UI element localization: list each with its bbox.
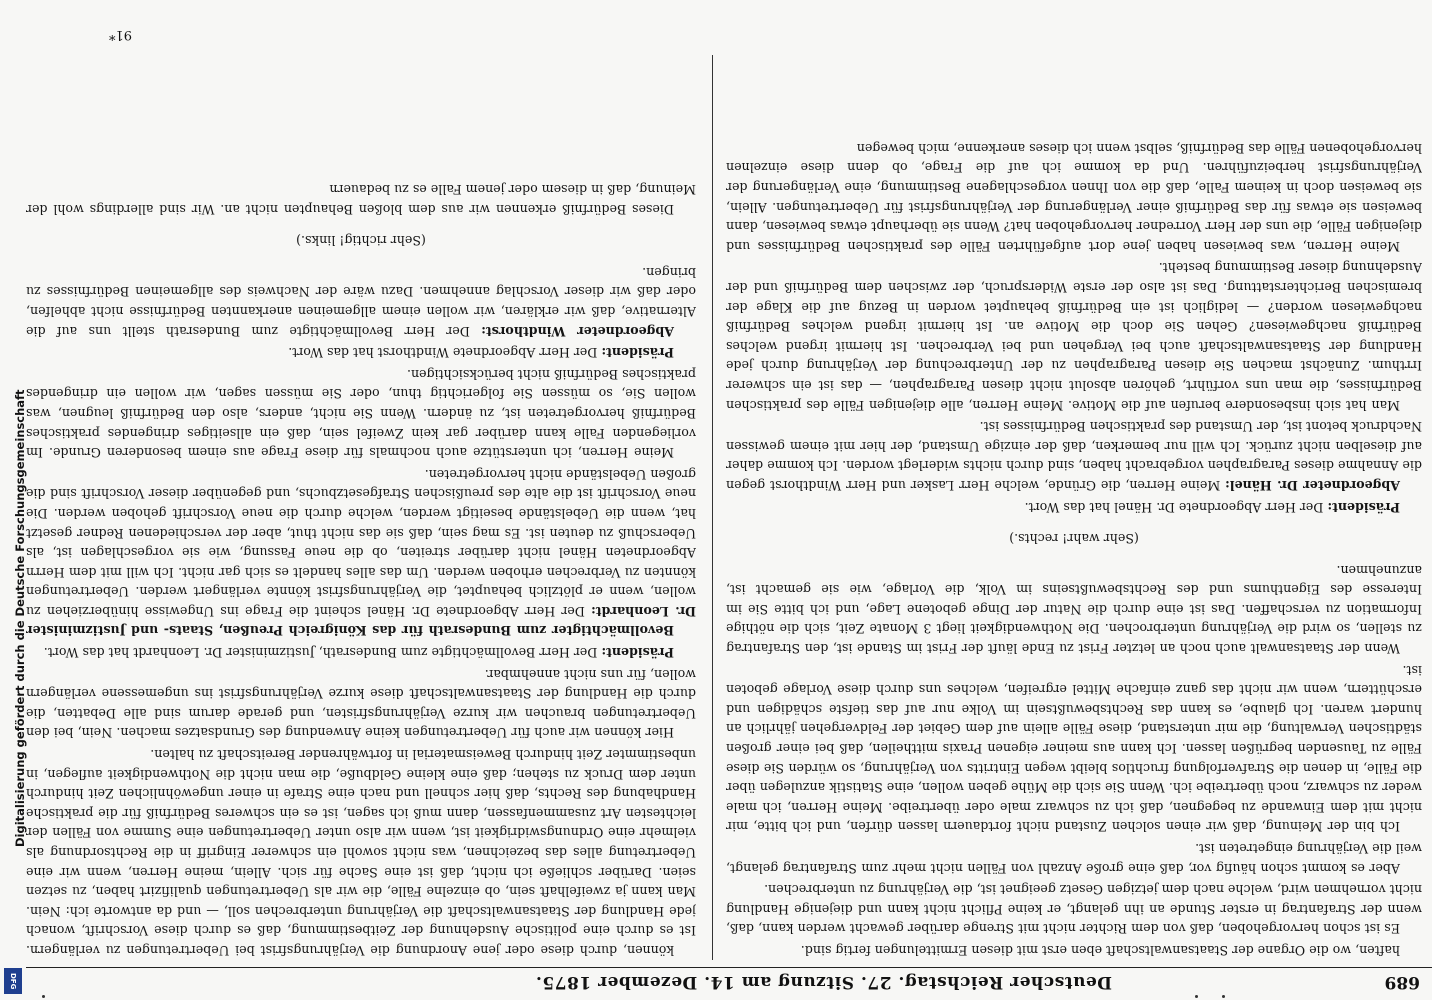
paragraph	[726, 560, 1422, 658]
funding-note: Digitalisierung gefördert durch die Deutsche Forschungsgemeinschaft	[13, 389, 27, 847]
dfg-logo: DFG	[4, 968, 22, 994]
paragraph	[26, 179, 696, 218]
speaker-name: Präsident:	[601, 345, 674, 361]
paragraph-text: Meine Herren, die Gründe, welche Herr Lasker und Herr Windthorst gegen die Annahme dieses Paragraphen vorgebracht haben, sind durch nichts widerlegt worden. Ich komme daher auf dieselben nicht zurück. Ich will nur bemerken, daß der einzige Umstand, der hier mit einem gewissen Nachdruck betont ist, der Umstand des praktischen Bedürfnisses ist.	[726, 419, 1422, 493]
paragraph-text: Dieses Bedürfniß erkennen wir aus dem bloßen Behaupten nicht an. Wir sind allerdings wohl der Meinung, daß in diesem oder jenem Falle es zu bedauern	[26, 182, 696, 217]
paragraph-text: Der Herr Bevollmächtigte zum Bundesrath stellt uns auf die Alternative, daß wir erklären, wir wollen einem allgemeinen anerkannten Bedürfnisse nicht abhelfen, oder daß wir dieser Vorschlag annehmen. Dazu wäre der Nachweis des allgemeinen Bedürfnisses zu bringen.	[26, 264, 696, 339]
paragraph	[726, 880, 1422, 939]
scan-speck	[42, 995, 45, 998]
paragraph-text: Der Herr Abgeordnete Windthorst hat das Wort.	[288, 345, 598, 361]
paragraph-text: Hier können wir auch für Uebertretungen keine Anwendung des Grundsatzes machen. Nein, bei den Uebertretungen brauchen wir kurze Verjährungsfristen, und gerade darum sind alle Debatten, die durch die Handlung der Staatsanwaltschaft diese kurze Verjährungsfrist ins ungemessene verlängern wollen, für uns nicht annehmbar.	[26, 666, 696, 741]
left-column	[726, 60, 1422, 960]
paragraph-text: (Sehr richtig! links.)	[296, 233, 426, 249]
speaker-name: Bevollmächtigter zum Bundesrath für das Königreich Preußen, Staats- und Justizminister Dr. Leonhardt:	[26, 603, 696, 639]
paragraph	[726, 258, 1422, 415]
paragraph-text: Ich bin der Meinung, daß wir einen solchen Zustand nicht fortdauern lassen dürfen, und ich bitte, mir nicht mit dem Einwande zu begegnen, daß ich zu schwarz male oder übertreibe. Meine Herren, ich male weder zu schwarz, noch übertreibe ich. Wenn Sie sich die Mühe geben wollen, eine Statistik anzulegen über die Fälle, in denen die Strafverfolgung fruchtlos bleibt wegen Eintritts von Verjährung, so würden Sie diese Fälle zu Tausenden begrüßen lassen. Ich kann aus meiner eigenen Praxis mittheilen, daß bei einer großen städtischen Verwaltung, die mir unterstand, diese Fälle allein auf dem Gebiet der Feldvergehen jährlich an hundert waren. Ich glaube, es kann das Rechtsbewußtsein im Volke nur auf das tiefste schädigen und erschüttern, wenn wir nicht das ganz einfache Mittel ergreifen, welches uns durch diese Vorlage geboten ist.	[726, 662, 1422, 835]
header-title: Deutscher Reichstag. 27. Sitzung am 14. Dezember 1875.	[535, 972, 1112, 992]
paragraph-text: haften, wo die Organe der Staatsanwaltschaft eben erst mit diesen Ermittelungen fertig sind.	[800, 943, 1400, 958]
speaker-name: Präsident:	[1327, 499, 1400, 515]
paragraph	[726, 138, 1422, 256]
parliamentary-reaction	[726, 529, 1422, 549]
page-number: 689	[1384, 972, 1420, 992]
scan-speck	[1222, 995, 1225, 998]
paragraph	[26, 744, 696, 960]
paragraph	[26, 262, 696, 340]
paragraph-text: Man hat sich insbesondere berufen auf die Motive. Meine Herren, alle diejenigen Fälle des praktischen Bedürfnisses, die man uns vorführt, gehören absolut nicht diesen Paragraphen, — das ist ein schwerer Irrthum. Zunächst machen Sie diesen Paragraphen zu der Unterbrechung der Verjährung durch jede Handlung der Staatsanwaltschaft auch bei Vergehen und bei Verbrechen. Ist hiermit irgend welches Bedürfniß nachgewiesen? Gehen Sie doch die Motive an. Ist hiermit irgend welches Bedürfniß nachgewiesen worden? — lediglich ist ein Bedürfniß behauptet worden in Bezug auf die Klage der bremischen Berichterstattung. Das ist also der erste Widerspruch, der zwischen dem Bedürfniß und der Ausdehnung dieser Bestimmung besteht.	[726, 260, 1422, 413]
paragraph-text: Wenn der Staatsanwalt auch noch an letzter Frist zu Ende läuft der Frist im Stande ist, den Strafantrag zu stellen, so wird die Verjährung unterbrochen. Die Nothwendigkeit liegt 3 Monate Zeit, sich die nöthige Information zu verschaffen. Das ist eine durch die Natur der Dinge gebotene Lage, und ich bitte Sie im Interesse des Eigenthums und des Rechtsbewußtseins im Volk, die Vorlage, wie sie gemacht ist, anzunehmen.	[726, 562, 1422, 657]
paragraph-text: Der Herr Abgeordnete Dr. Hänel scheint die Frage ins Ungewisse hinüberziehen zu wollen, wenn er plötzlich behauptet, die Verjährungsfrist könnte verlängert werden. Uebertretungen könnten zu Verbrechen erhoben werden. Um das alles handelt es sich gar nicht. Ich will mit dem Herrn Abgeordneten Hänel nicht darüber streiten, ob die neue Fassung, wie sie vorgeschlagen ist, als Ueberschuß zu deuten ist. Es mag sein, daß sie das nicht thut, aber der verschiedenen Redner gesetzt hat, wenn die Uebelstände beseitigt werden, welche durch die neue Vorschrift gehoben werden. Die neue Vorschrift ist die alte des preußischen Strafgesetzbuchs, und gegenüber dieser Vorschrift sind die großen Uebelstände nicht hervorgetreten.	[26, 466, 696, 619]
sidebar	[0, 0, 26, 1000]
paragraph-text: Meine Herren, was bewiesen haben jene dort aufgeführten Fälle des praktischen Bedürfnisses und diejenigen Fälle, die uns der Herr Vorredner hervorgehoben hat? Wenn sie überhaupt etwas bewiesen, dann beweisen sie etwas für das Bedürfniß einer Verlängerung der Verjährungsfrist für Uebertretungen. Allein, sie beweisen doch in keinem Falle, daß die von Ihnen vorgeschlagene Bestimmung, eine Verlängerung der Verjährungsfrist herbeizuführen. Und da komme ich auf die Frage, ob denn diese einzelnen hervorgehobenen Fälle das Bedürfniß, selbst wenn ich dieses anerkenne, mich bewegen	[726, 140, 1422, 254]
parliamentary-reaction	[26, 231, 696, 251]
paragraph-text: Meine Herren, ich unterstütze auch nochmals für diese Frage aus einem besonderen Grunde. Im vorliegenden Falle kann darüber gar kein Zweifel sein, daß ein allseitiges dringendes praktisches Bedürfniß hervorgetreten ist, zu ändern. Wenn Sie nicht, anders, also den Bedürfniß leugnen, was wollen Sie, so müssen Sie folgerichtig thun, oder Sie müssen sagen, wir wollen ein dringendes praktisches Bedürfniß nicht berücksichtigen.	[26, 366, 696, 461]
paragraph	[26, 664, 696, 742]
speaker-name: Abgeordneter Windthorst:	[481, 323, 674, 339]
right-column	[26, 60, 696, 960]
paragraph-text: (Sehr wahr! rechts.)	[1009, 531, 1139, 547]
speaker-name: Abgeordneter Dr. Hänel:	[1225, 477, 1400, 493]
paragraph	[26, 464, 696, 640]
paragraph	[726, 497, 1422, 517]
paragraph	[726, 940, 1422, 960]
scan-speck	[1195, 995, 1198, 998]
column-divider	[712, 55, 713, 960]
paragraph-text: Der Herr Abgeordnete Dr. Hänel hat das Wort.	[1024, 499, 1324, 515]
paragraph	[26, 643, 696, 663]
paragraph-text: Es ist schon hervorgehoben, daß von dem Richter nicht mit Strenge darüber gewacht werden kann, daß, wenn der Strafantrag in erster Stunde an ihn gelangt, er keine Pflicht nicht kann und diejenige Handlung nicht vornehmen wird, welche nach dem jetzigen Gesetz geeignet ist, die Verjährung zu unterbrechen.	[726, 882, 1422, 937]
paragraph-text: Aber es kommt schon häufig vor, daß eine große Anzahl von Fällen nicht mehr zum Strafantrag gelangt, weil die Verjährung eingetreten ist.	[726, 841, 1422, 876]
paragraph	[26, 343, 696, 363]
speaker-name: Präsident:	[601, 645, 674, 661]
running-header	[26, 967, 1432, 992]
paragraph-text: Der Herr Bevollmächtigte zum Bundesrath, Justizminister Dr. Leonhardt hat das Wort.	[43, 645, 598, 661]
paragraph	[26, 364, 696, 462]
paragraph-text: können, durch diese oder jene Anordnung die Verjährungsfrist bei Uebertretungen zu verlängern. Ist es durch eine politische Ausdehnung der Zeitbestimmung, daß es durch diese Vorschrift, wonach jede Handlung der Staatsanwaltschaft die Verjährung unterbrechen soll, — und da antworte ich: Nein. Man kann ja zweifelhaft sein, ob einzelne Fälle, die wir als Uebertretungen qualifizirt haben, zu setzen seien. Darüber schließe ich nicht, daß ist eine Sache für sich. Allein, meine Herren, wenn wir eine Uebertretung alles das bezeichnen, was nicht sowohl ein schwerer Eingriff in die Rechtsordnung als vielmehr eine Ordnungswidrigkeit ist, wenn wir also unter Uebertretungen eine Summe von Fällen der leichtesten Art zusammenfassen, dann muß ich sagen, ist es ein schweres Bedürfniß für die praktische Handhabung des Rechts, daß hier schnell und nach eine Strafe in einer ungewöhnlichen Zeit hindurch unter dem Druck zu stehen; daß eine kleine Geldbuße, die man nicht die Nothwendigkeit auflegen, in unbestimmter Zeit hindurch Beweismaterial in fortwährender Bereitschaft zu halten.	[26, 747, 696, 958]
paragraph	[726, 417, 1422, 495]
signature-mark: 91*	[108, 27, 132, 42]
paragraph	[726, 838, 1422, 877]
paragraph	[726, 660, 1422, 836]
